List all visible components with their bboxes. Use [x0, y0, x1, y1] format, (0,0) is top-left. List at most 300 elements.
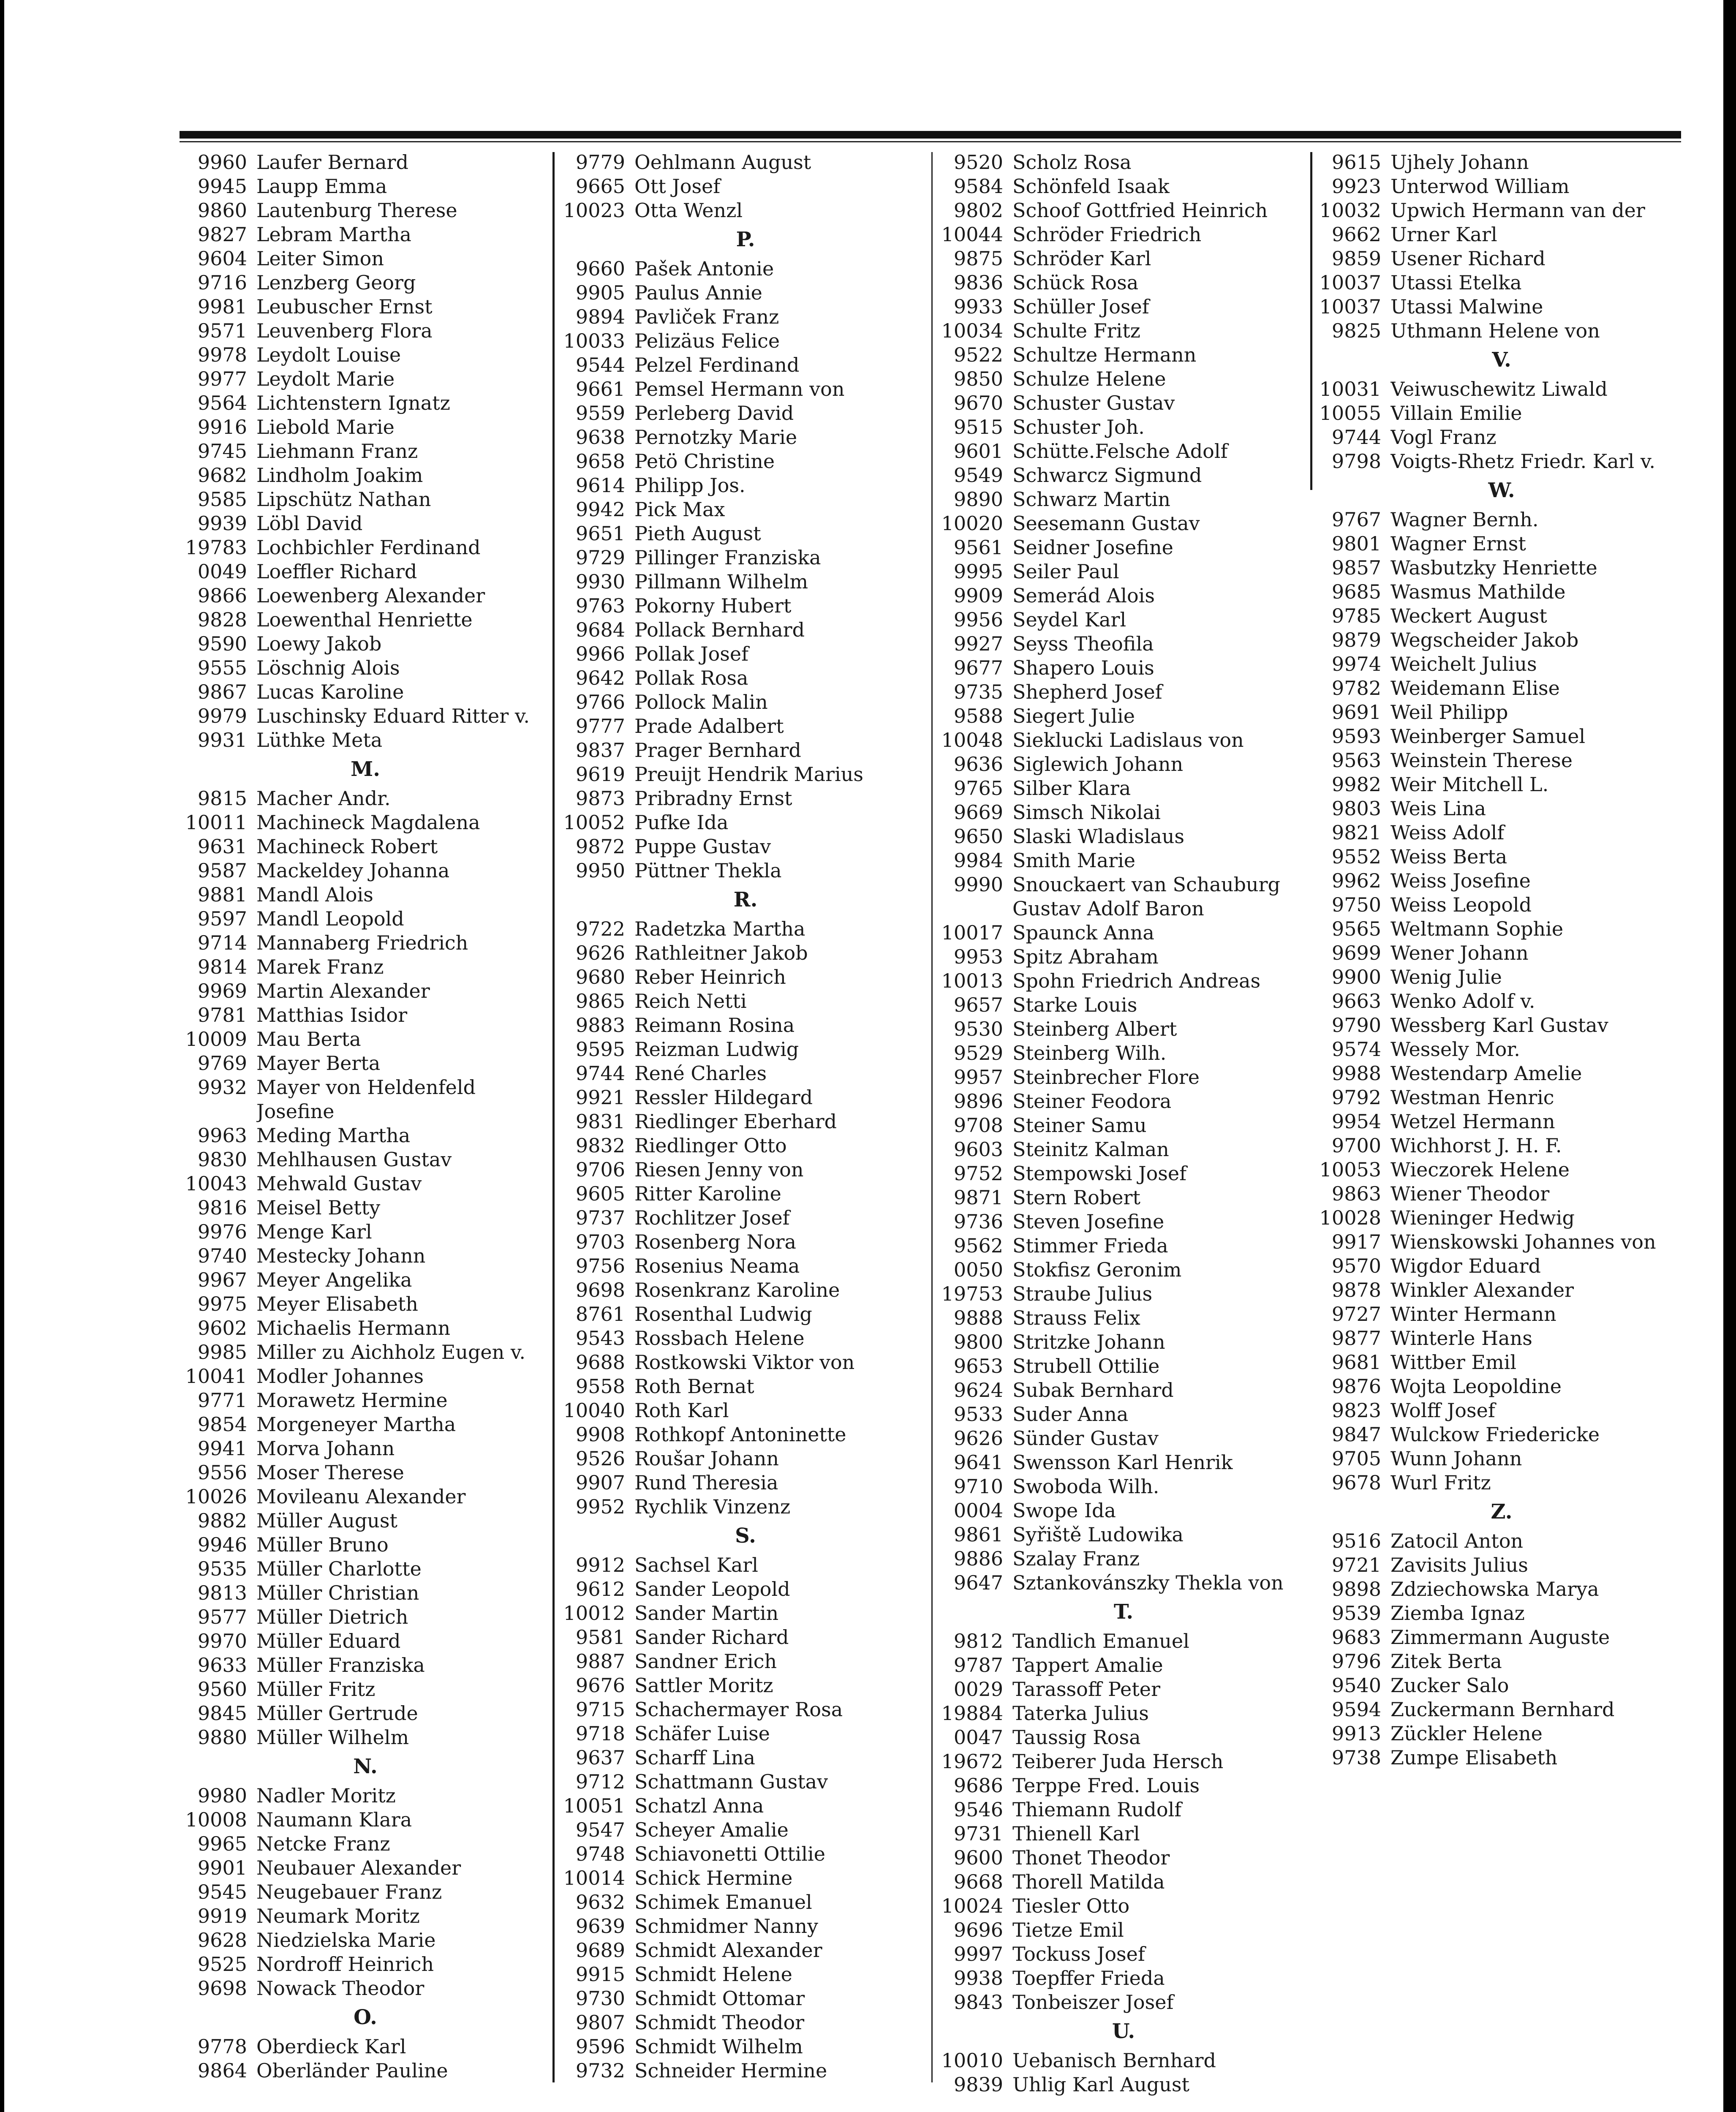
directory-entry [938, 632, 1309, 656]
entry-number: 9547 [575, 1818, 625, 1841]
directory-entry [1316, 425, 1687, 449]
entry-name: Strubell Ottilie [1012, 1355, 1160, 1377]
directory-entry [560, 1254, 931, 1278]
entry-number: 9678 [1331, 1471, 1381, 1494]
directory-entry [560, 811, 931, 835]
entry-number: 9632 [575, 1891, 625, 1913]
entry-name: Siegert Julie [1012, 705, 1135, 727]
directory-entry [182, 608, 549, 632]
directory-entry [182, 811, 549, 835]
section-letter-heading: T. [1113, 1600, 1134, 1624]
entry-number: 0049 [197, 560, 247, 583]
entry-number: 9631 [197, 835, 247, 858]
directory-entry [560, 1158, 931, 1182]
entry-number: 9731 [953, 1822, 1003, 1845]
entry-name: Schoof Gottfried Heinrich [1012, 199, 1268, 222]
directory-entry [560, 835, 931, 859]
entry-number: 10052 [563, 811, 625, 834]
directory-entry [938, 343, 1309, 367]
entry-name: Wojta Leopoldine [1390, 1375, 1562, 1398]
entry-number: 9651 [575, 522, 625, 545]
entry-name: Nowack Theodor [256, 1977, 424, 2000]
entry-number: 9901 [197, 1856, 247, 1879]
entry-name: Wener Johann [1390, 942, 1529, 964]
directory-entry [938, 969, 1309, 993]
entry-name: Slaski Wladislaus [1012, 825, 1185, 848]
entry-name: Syřiště Ludowika [1012, 1523, 1184, 1546]
entry-number: 9915 [575, 1963, 625, 1986]
entry-name: Loewy Jakob [256, 632, 382, 655]
entry-number: 9932 [197, 1076, 247, 1099]
entry-name: Paulus Annie [634, 281, 762, 304]
entry-number: 9950 [575, 859, 625, 882]
entry-name: Schuster Joh. [1012, 416, 1145, 438]
entry-number: 9863 [1331, 1182, 1381, 1205]
entry-name: Schwarz Martin [1012, 488, 1170, 511]
directory-entry [1316, 628, 1687, 652]
entry-number: 9744 [575, 1062, 625, 1085]
entry-name: Weiss Adolf [1390, 821, 1505, 844]
directory-entry [938, 1726, 1309, 1750]
directory-entry [938, 1894, 1309, 1918]
directory-entry [1316, 1423, 1687, 1447]
directory-entry [938, 391, 1309, 415]
section-letter-heading: U. [1112, 2019, 1135, 2043]
entry-number: 9982 [1331, 773, 1381, 796]
entry-number: 9782 [1331, 677, 1381, 699]
directory-entry [182, 680, 549, 704]
entry-name: Otta Wenzl [634, 199, 743, 222]
directory-entry [182, 1726, 549, 1750]
directory-entry [938, 1523, 1309, 1547]
directory-entry [560, 329, 931, 353]
directory-entry [182, 1557, 549, 1581]
entry-name: Rossbach Helene [634, 1327, 805, 1350]
entry-name: Wagner Ernst [1390, 532, 1526, 555]
directory-entry [938, 1571, 1309, 1595]
entry-number: 9525 [197, 1953, 247, 1976]
entry-name: Rosenthal Ludwig [634, 1303, 812, 1325]
entry-name: Moser Therese [256, 1461, 404, 1484]
entry-name: Rund Theresia [634, 1471, 778, 1494]
directory-column-2 [560, 150, 931, 2083]
entry-name: Weiss Leopold [1390, 893, 1532, 916]
directory-entry [938, 1629, 1309, 1653]
entry-number: 19884 [941, 1702, 1003, 1725]
entry-number: 9827 [197, 223, 247, 246]
directory-entry [938, 1186, 1309, 1210]
entry-name: Urner Karl [1390, 223, 1497, 246]
entry-number: 9886 [953, 1547, 1003, 1570]
entry-name: Philipp Jos. [634, 474, 746, 497]
entry-number: 10013 [941, 969, 1003, 992]
entry-number: 9888 [953, 1306, 1003, 1329]
entry-number: 9908 [575, 1423, 625, 1446]
entry-name: Stern Robert [1012, 1186, 1140, 1209]
entry-name: Zuckermann Bernhard [1390, 1698, 1615, 1721]
entry-number: 10033 [563, 329, 625, 352]
directory-entry [182, 1220, 549, 1244]
entry-name: Radetzka Martha [634, 917, 805, 940]
directory-entry [1316, 748, 1687, 773]
entry-name: Lochbichler Ferdinand [256, 536, 481, 559]
column-separator [931, 152, 933, 2082]
directory-entry [1316, 893, 1687, 917]
entry-number: 9642 [575, 667, 625, 689]
entry-name: Schulze Helene [1012, 367, 1166, 390]
directory-entry [938, 1499, 1309, 1523]
entry-name: Meyer Angelika [256, 1268, 412, 1291]
entry-number: 9921 [575, 1086, 625, 1109]
entry-name: Weltmann Sophie [1390, 917, 1564, 940]
directory-entry [560, 546, 931, 570]
entry-number: 9587 [197, 859, 247, 882]
entry-number: 9978 [197, 343, 247, 366]
entry-number: 9860 [197, 199, 247, 222]
directory-entry [560, 1890, 931, 1914]
directory-column-1 [182, 150, 549, 2083]
entry-name: Weinberger Samuel [1390, 725, 1586, 748]
entry-number: 9876 [1331, 1375, 1381, 1398]
entry-name: Müller Christian [256, 1581, 419, 1604]
entry-number: 9927 [953, 632, 1003, 655]
entry-number: 9796 [1331, 1650, 1381, 1673]
entry-name: Machineck Magdalena [256, 811, 480, 834]
directory-entry [182, 487, 549, 512]
directory-entry [938, 1234, 1309, 1258]
entry-number: 9577 [197, 1606, 247, 1628]
directory-entry [1316, 223, 1687, 247]
directory-entry [182, 1027, 549, 1051]
entry-number: 9516 [1331, 1530, 1381, 1552]
entry-name: Pelzel Ferdinand [634, 354, 800, 376]
entry-number: 10051 [563, 1794, 625, 1817]
entry-number: 9812 [953, 1630, 1003, 1652]
entry-number: 9866 [197, 584, 247, 607]
directory-entry [182, 1653, 549, 1677]
entry-number: 9737 [575, 1206, 625, 1229]
directory-entry [1316, 941, 1687, 965]
entry-number: 9745 [197, 440, 247, 463]
entry-number: 9771 [197, 1389, 247, 1412]
entry-name: Reimann Rosina [634, 1014, 795, 1037]
entry-name: Steiner Feodora [1012, 1090, 1172, 1113]
entry-name: Uebanisch Bernhard [1012, 2049, 1216, 2072]
entry-number: 9967 [197, 1268, 247, 1291]
entry-name: Uhlig Karl August [1012, 2073, 1190, 2096]
entry-number: 9740 [197, 1244, 247, 1267]
directory-entry [560, 1374, 931, 1399]
entry-name: Riesen Jenny von [634, 1158, 804, 1181]
entry-number: 9710 [953, 1475, 1003, 1498]
entry-name: Schneider Hermine [634, 2059, 827, 2082]
entry-number: 9890 [953, 488, 1003, 511]
directory-entry [1316, 319, 1687, 343]
entry-number: 9883 [575, 1014, 625, 1037]
entry-number: 9873 [575, 787, 625, 810]
entry-name: Nadler Moritz [256, 1784, 396, 1807]
section-letter-heading: N. [353, 1755, 378, 1778]
entry-number: 9900 [1331, 966, 1381, 988]
entry-number: 9628 [197, 1929, 247, 1951]
entry-number: 9953 [953, 945, 1003, 968]
entry-name: Smith Marie [1012, 849, 1136, 872]
entry-number: 9976 [197, 1220, 247, 1243]
directory-entry [1316, 556, 1687, 580]
entry-number: 9706 [575, 1158, 625, 1181]
entry-name: Weir Mitchell L. [1390, 773, 1549, 796]
entry-name: Wittber Emil [1390, 1351, 1517, 1374]
entry-number: 9680 [575, 966, 625, 988]
entry-number: 9963 [197, 1124, 247, 1147]
directory-entry [938, 223, 1309, 247]
entry-name: Vogl Franz [1390, 426, 1497, 449]
directory-entry [1316, 1350, 1687, 1374]
entry-name: Pollak Rosa [634, 667, 748, 689]
entry-name: Miller zu Aichholz Eugen v. [256, 1341, 526, 1364]
entry-name: Müller Charlotte [256, 1557, 422, 1580]
entry-name: Zitek Berta [1390, 1650, 1502, 1673]
entry-name: Scheyer Amalie [634, 1818, 789, 1841]
entry-name: Prade Adalbert [634, 715, 784, 738]
entry-number: 9839 [953, 2073, 1003, 2096]
entry-name: Sander Leopold [634, 1578, 790, 1600]
entry-name: Tonbeiszer Josef [1012, 1991, 1174, 2014]
directory-entry [182, 1148, 549, 1172]
entry-number: 10020 [941, 512, 1003, 535]
entry-name: Wunn Johann [1390, 1447, 1522, 1470]
entry-number: 10009 [185, 1028, 247, 1051]
directory-entry [182, 223, 549, 247]
section-letter-heading: P. [736, 228, 755, 251]
entry-name: Mannaberg Friedrich [256, 931, 468, 954]
entry-number: 9637 [575, 1746, 625, 1769]
directory-entry [1316, 1037, 1687, 1061]
entry-number: 9727 [1331, 1303, 1381, 1325]
entry-name: Niedzielska Marie [256, 1929, 436, 1951]
entry-number: 9657 [953, 993, 1003, 1016]
directory-entry [182, 1856, 549, 1880]
entry-number: 9603 [953, 1138, 1003, 1161]
scan-left-edge [0, 0, 4, 2112]
entry-number: 9872 [575, 835, 625, 858]
column-separator [1310, 152, 1312, 490]
entry-name: Sander Martin [634, 1602, 779, 1625]
directory-entry [560, 1278, 931, 1302]
directory-entry [938, 1306, 1309, 1330]
directory-entry [182, 835, 549, 859]
entry-name: Seesemann Gustav [1012, 512, 1200, 535]
directory-entry [560, 1447, 931, 1471]
entry-name: Müller Fritz [256, 1678, 375, 1701]
directory-entry [1316, 1158, 1687, 1182]
directory-entry [1316, 1698, 1687, 1722]
entry-number: 9683 [1331, 1626, 1381, 1649]
entry-number: 9957 [953, 1066, 1003, 1089]
directory-entry [182, 1832, 549, 1856]
column-separator [552, 152, 555, 2082]
entry-number: 10041 [185, 1365, 247, 1388]
entry-number: 9594 [1331, 1698, 1381, 1721]
entry-name: Sieklucki Ladislaus von [1012, 729, 1244, 751]
entry-name: Roušar Johann [634, 1447, 779, 1470]
directory-entry [182, 463, 549, 487]
directory-entry [1316, 508, 1687, 532]
entry-number: 9837 [575, 739, 625, 762]
directory-entry [560, 989, 931, 1013]
directory-entry [182, 174, 549, 199]
directory-entry [1316, 1013, 1687, 1037]
entry-name: Sachsel Karl [634, 1554, 758, 1576]
entry-name: Seyss Theofila [1012, 632, 1154, 655]
entry-number: 9781 [197, 1004, 247, 1026]
entry-name: Wieczorek Helene [1390, 1158, 1570, 1181]
directory-entry [938, 680, 1309, 704]
entry-number: 9864 [197, 2059, 247, 2082]
entry-number: 9956 [953, 608, 1003, 631]
entry-name: Reich Netti [634, 990, 747, 1012]
entry-number: 9696 [953, 1919, 1003, 1941]
entry-number: 9882 [197, 1509, 247, 1532]
entry-name: Steinbrecher Flore [1012, 1066, 1200, 1089]
directory-entry [182, 2035, 549, 2059]
directory-entry [1316, 1086, 1687, 1110]
directory-entry [1316, 1601, 1687, 1625]
entry-name: Sandner Erich [634, 1650, 777, 1673]
entry-number: 9660 [575, 257, 625, 280]
entry-number: 9867 [197, 680, 247, 703]
entry-number: 10048 [941, 729, 1003, 751]
entry-number: 9790 [1331, 1014, 1381, 1037]
entry-number: 9977 [197, 367, 247, 390]
directory-entry [182, 1880, 549, 1904]
entry-name: Sattler Moritz [634, 1674, 773, 1697]
directory-entry [560, 305, 931, 329]
entry-name: Morgeneyer Martha [256, 1413, 456, 1436]
entry-number: 9665 [575, 175, 625, 198]
entry-name: Loeffler Richard [256, 560, 417, 583]
entry-number: 9813 [197, 1581, 247, 1604]
directory-entry [938, 247, 1309, 271]
entry-name: Petö Christine [634, 450, 775, 473]
directory-entry [560, 965, 931, 989]
directory-entry [1316, 1529, 1687, 1553]
entry-name: Wolff Josef [1390, 1399, 1495, 1422]
directory-entry [1316, 449, 1687, 474]
directory-entry [560, 1495, 931, 1519]
directory-entry [182, 979, 549, 1003]
entry-name: Schimek Emanuel [634, 1891, 812, 1913]
directory-entry [560, 1471, 931, 1495]
entry-name: Leiter Simon [256, 247, 384, 270]
entry-number: 19672 [941, 1750, 1003, 1773]
directory-entry [938, 271, 1309, 295]
directory-entry [1316, 1577, 1687, 1601]
directory-entry [560, 714, 931, 738]
entry-number: 9997 [953, 1943, 1003, 1965]
entry-name: Simsch Nikolai [1012, 801, 1161, 824]
directory-entry [560, 1553, 931, 1577]
entry-name: Lindholm Joakim [256, 464, 423, 487]
directory-entry [1316, 1230, 1687, 1254]
entry-number: 9522 [953, 343, 1003, 366]
directory-entry [938, 1065, 1309, 1089]
header-rule [180, 131, 1681, 139]
entry-name: Zatocil Anton [1390, 1530, 1524, 1552]
entry-number: 9777 [575, 715, 625, 738]
entry-number: 9807 [575, 2011, 625, 2034]
entry-name: Suder Anna [1012, 1403, 1129, 1426]
section-letter-heading: W. [1488, 479, 1515, 502]
entry-name: Winkler Alexander [1390, 1279, 1574, 1301]
entry-name: Winterle Hans [1390, 1327, 1532, 1350]
directory-entry [938, 993, 1309, 1017]
entry-name: Utassi Etelka [1390, 271, 1522, 294]
entry-number: 9933 [953, 295, 1003, 318]
entry-number: 9562 [953, 1234, 1003, 1257]
directory-entry [1316, 1134, 1687, 1158]
entry-number: 10017 [941, 921, 1003, 944]
entry-name: Terppe Fred. Louis [1012, 1774, 1200, 1797]
entry-name: Straube Julius [1012, 1282, 1153, 1305]
entry-name: Voigts-Rhetz Friedr. Karl v. [1390, 450, 1656, 473]
entry-number: 9533 [953, 1403, 1003, 1426]
entry-number: 9602 [197, 1317, 247, 1339]
section-letter-heading: S. [735, 1524, 756, 1548]
entry-name: Teiberer Juda Hersch [1012, 1750, 1224, 1773]
entry-name: Lucas Karoline [256, 680, 404, 703]
directory-entry [182, 1051, 549, 1075]
entry-number: 9843 [953, 1991, 1003, 2014]
directory-entry [182, 536, 549, 560]
entry-number: 9857 [1331, 556, 1381, 579]
directory-entry [938, 2073, 1309, 2097]
entry-number: 9881 [197, 883, 247, 906]
directory-entry [182, 1003, 549, 1027]
entry-number: 9626 [953, 1427, 1003, 1450]
entry-number: 9530 [953, 1018, 1003, 1040]
entry-name: Weis Lina [1390, 797, 1486, 820]
entry-number: 9909 [953, 584, 1003, 607]
entry-name: Wiener Theodor [1390, 1182, 1550, 1205]
entry-name: Oberländer Pauline [256, 2059, 448, 2082]
entry-name: Ritter Karoline [634, 1182, 781, 1205]
directory-entry [182, 1629, 549, 1653]
directory-entry [1316, 580, 1687, 604]
entry-number: 9543 [575, 1327, 625, 1350]
entry-number: 9861 [953, 1523, 1003, 1546]
directory-entry [182, 247, 549, 271]
directory-entry [560, 449, 931, 474]
entry-name: Müller Wilhelm [256, 1726, 409, 1749]
entry-number: 9555 [197, 656, 247, 679]
entry-number: 9954 [1331, 1110, 1381, 1133]
entry-number: 9559 [575, 402, 625, 425]
entry-number: 9946 [197, 1533, 247, 1556]
directory-entry [1316, 676, 1687, 700]
directory-entry [560, 941, 931, 965]
entry-name: Müller Eduard [256, 1630, 401, 1652]
entry-number: 9836 [953, 271, 1003, 294]
entry-number: 9736 [953, 1210, 1003, 1233]
directory-entry [182, 632, 549, 656]
entry-name: Wulckow Friedericke [1390, 1423, 1600, 1446]
entry-number: 9802 [953, 199, 1003, 222]
directory-entry [938, 1990, 1309, 2014]
directory-entry [182, 1316, 549, 1340]
entry-number: 9638 [575, 426, 625, 449]
directory-entry [938, 608, 1309, 632]
